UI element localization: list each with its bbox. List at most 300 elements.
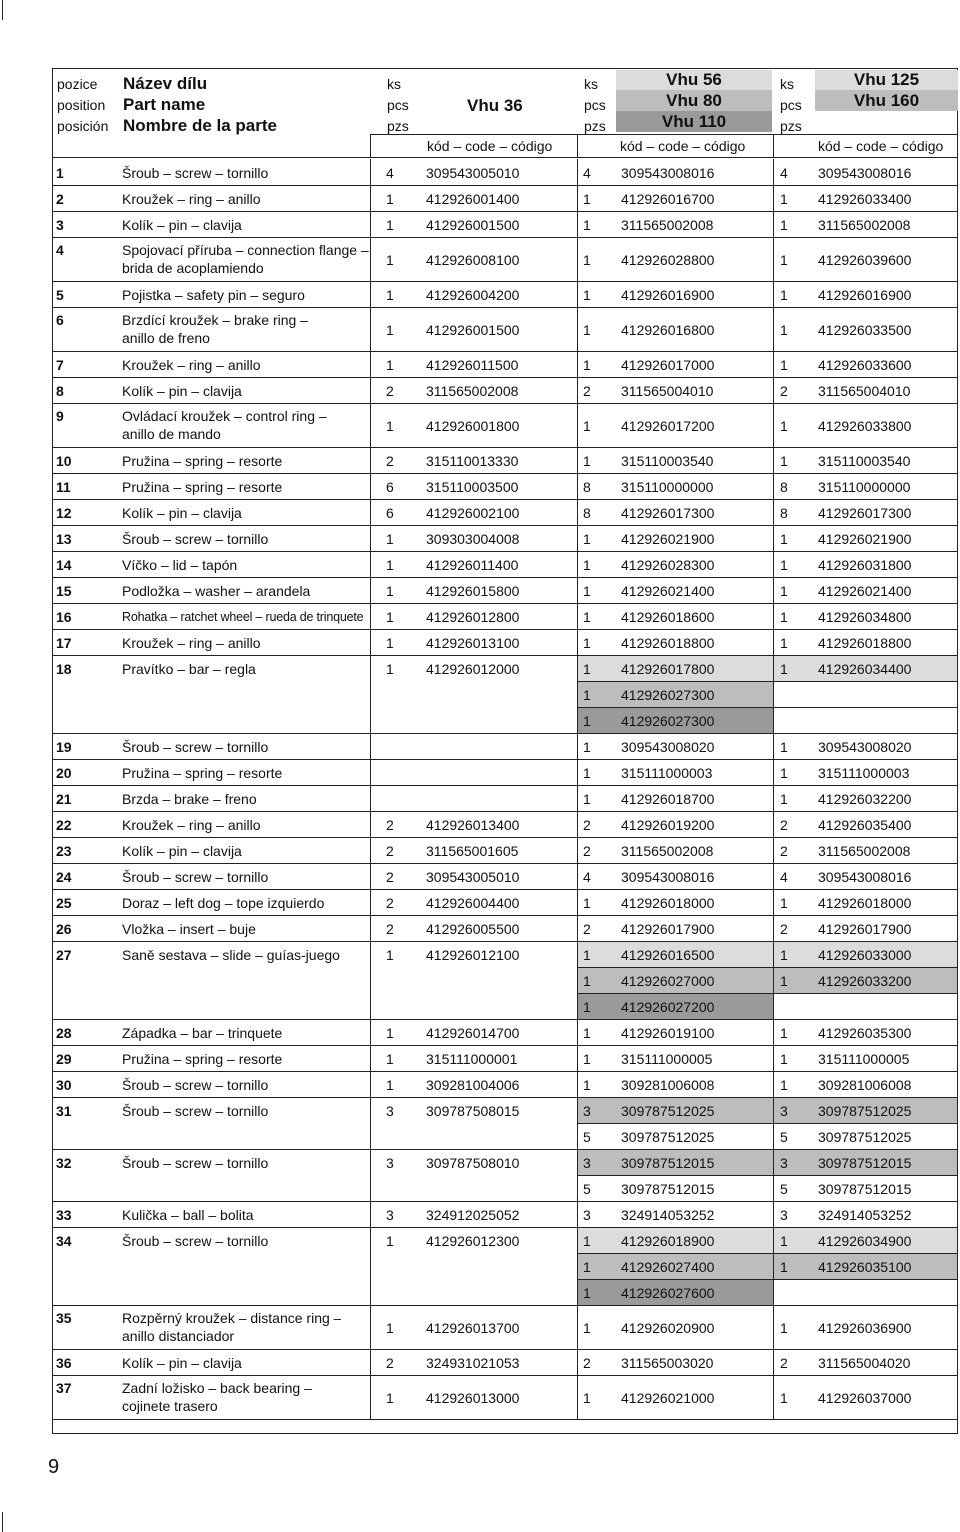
qty-b: 1 <box>583 217 591 233</box>
qty-b: 2 <box>583 921 591 937</box>
code-c: 412926035400 <box>818 817 912 833</box>
column-divider <box>577 1349 578 1376</box>
position-number: 12 <box>56 505 72 521</box>
crop-mark-top <box>2 0 3 20</box>
code-b: 311565003020 <box>621 1355 714 1371</box>
row-rule <box>53 377 957 378</box>
code-a: 315110013330 <box>426 453 519 469</box>
qty-a: 2 <box>386 383 394 399</box>
code-b: 412926018700 <box>621 791 715 807</box>
part-name: Brzdící kroužek – brake ring – <box>122 312 308 328</box>
column-divider <box>370 785 371 812</box>
code-c: 412926033800 <box>818 418 912 434</box>
row-rule <box>53 759 957 760</box>
column-divider <box>773 759 774 786</box>
part-name: Rohatka – ratchet wheel – rueda de trinquete <box>122 610 364 624</box>
code-b: 412926017000 <box>621 357 715 373</box>
code-a: 412926001400 <box>426 191 520 207</box>
column-divider <box>577 237 578 282</box>
qty-a: 2 <box>386 817 394 833</box>
column-divider <box>773 351 774 378</box>
position-number: 8 <box>56 383 64 399</box>
qty-b: 1 <box>583 583 591 599</box>
qty-a: 1 <box>386 357 394 373</box>
code-a: 412926001500 <box>426 322 520 338</box>
row-rule <box>53 1305 957 1306</box>
model-c-line-2: Vhu 160 <box>815 90 958 111</box>
column-divider <box>773 967 774 994</box>
code-c: 412926016900 <box>818 287 912 303</box>
column-divider <box>773 733 774 760</box>
code-b: 412926016800 <box>621 322 715 338</box>
code-b: 412926028300 <box>621 557 715 573</box>
code-b: 412926017800 <box>621 661 715 677</box>
column-divider <box>370 915 371 942</box>
column-divider <box>773 211 774 238</box>
qty-a: 3 <box>386 1103 394 1119</box>
qty-b: 1 <box>583 531 591 547</box>
qty-b: 1 <box>583 191 591 207</box>
qty-b: 1 <box>583 739 591 755</box>
column-divider <box>773 1253 774 1280</box>
column-divider <box>577 837 578 864</box>
code-a: 309787508015 <box>426 1103 520 1119</box>
position-number: 19 <box>56 739 72 755</box>
qty-c: 8 <box>780 479 788 495</box>
column-divider <box>577 403 578 448</box>
code-c: 412926033500 <box>818 322 912 338</box>
column-divider <box>370 733 371 760</box>
code-b: 309543008016 <box>621 869 715 885</box>
row-rule <box>53 785 957 786</box>
column-divider <box>370 1279 371 1306</box>
qty-b: 1 <box>583 357 591 373</box>
qty-a: 1 <box>386 1051 394 1067</box>
position-number: 13 <box>56 531 72 547</box>
position-number: 34 <box>56 1233 72 1249</box>
column-divider <box>577 993 578 1020</box>
code-a: 311565002008 <box>426 383 519 399</box>
position-number: 6 <box>56 312 64 328</box>
position-number: 20 <box>56 765 72 781</box>
column-divider <box>370 993 371 1020</box>
column-divider <box>370 655 371 682</box>
code-a: 412926008100 <box>426 252 520 268</box>
qty-c: 1 <box>780 947 788 963</box>
position-number: 2 <box>56 191 64 207</box>
code-b: 309543008020 <box>621 739 715 755</box>
column-divider <box>370 185 371 212</box>
qty-c: 1 <box>780 973 788 989</box>
row-rule <box>53 473 957 474</box>
position-number: 36 <box>56 1355 72 1371</box>
code-a: 412926015800 <box>426 583 520 599</box>
qty-b: 1 <box>583 791 591 807</box>
column-divider <box>370 811 371 838</box>
column-divider <box>370 281 371 308</box>
column-divider <box>773 447 774 474</box>
qty-c: 4 <box>780 165 788 181</box>
row-rule <box>53 185 957 186</box>
row-rule <box>53 499 957 500</box>
code-label-a: kód – code – código <box>427 138 553 154</box>
qty-b: 1 <box>583 999 591 1015</box>
code-a: 315110003500 <box>426 479 519 495</box>
column-divider <box>773 837 774 864</box>
column-divider <box>577 759 578 786</box>
position-number: 35 <box>56 1310 72 1326</box>
position-number: 32 <box>56 1155 72 1171</box>
code-c: 309543008016 <box>818 165 912 181</box>
code-c: 412926031800 <box>818 557 912 573</box>
qty-b: 1 <box>583 713 591 729</box>
code-a: 412926001500 <box>426 217 520 233</box>
code-c: 309543008020 <box>818 739 912 755</box>
code-a: 315111000001 <box>426 1051 518 1067</box>
header-rule <box>53 157 957 158</box>
part-name: Západka – bar – trinquete <box>122 1025 283 1041</box>
code-b: 315110000000 <box>621 479 714 495</box>
column-divider <box>577 733 578 760</box>
code-b: 412926016900 <box>621 287 715 303</box>
code-divider-a <box>370 134 371 158</box>
qty-a: 2 <box>386 1355 394 1371</box>
row-rule <box>53 307 957 308</box>
position-number: 21 <box>56 791 72 807</box>
code-b: 412926018900 <box>621 1233 715 1249</box>
qty-b: 2 <box>583 843 591 859</box>
code-c: 324914053252 <box>818 1207 912 1223</box>
code-a: 412926005500 <box>426 921 520 937</box>
column-divider <box>773 889 774 916</box>
position-number: 22 <box>56 817 72 833</box>
code-c: 412926021400 <box>818 583 912 599</box>
part-name: Pružina – spring – resorte <box>122 765 283 781</box>
model-c-label <box>815 70 958 112</box>
column-divider <box>773 603 774 630</box>
column-divider <box>773 1175 774 1202</box>
column-divider <box>773 499 774 526</box>
position-number: 14 <box>56 557 72 573</box>
code-label-c: kód – code – código <box>818 138 944 154</box>
qty-b: 1 <box>583 322 591 338</box>
part-name: Kroužek – ring – anillo <box>122 191 261 207</box>
column-divider <box>577 211 578 238</box>
row-rule <box>53 1419 957 1420</box>
row-rule <box>53 577 957 578</box>
qty-b: 4 <box>583 869 591 885</box>
qty-a: 2 <box>386 895 394 911</box>
column-divider <box>577 499 578 526</box>
position-number: 3 <box>56 217 64 233</box>
row-rule <box>53 403 957 404</box>
qty-a: 3 <box>386 1207 394 1223</box>
position-number: 37 <box>56 1380 72 1396</box>
code-a: 412926002100 <box>426 505 520 521</box>
row-rule <box>53 915 957 916</box>
column-divider <box>370 577 371 604</box>
column-divider <box>577 307 578 352</box>
model-a-label: Vhu 36 <box>467 96 523 115</box>
position-number: 28 <box>56 1025 72 1041</box>
column-divider <box>370 1175 371 1202</box>
qty-a: 4 <box>386 165 394 181</box>
column-divider <box>773 159 774 186</box>
column-divider <box>773 915 774 942</box>
code-a: 412926004400 <box>426 895 520 911</box>
column-divider <box>773 1201 774 1228</box>
column-divider <box>370 889 371 916</box>
part-name: Šroub – screw – tornillo <box>122 1155 269 1171</box>
part-name: Kolík – pin – clavija <box>122 1355 242 1371</box>
qty-b: 2 <box>583 1355 591 1371</box>
code-c: 412926033400 <box>818 191 912 207</box>
qty-b: 8 <box>583 505 591 521</box>
position-number: 29 <box>56 1051 72 1067</box>
column-divider <box>773 403 774 448</box>
column-divider <box>577 281 578 308</box>
column-divider <box>577 473 578 500</box>
code-b: 309787512025 <box>621 1103 715 1119</box>
qty-b: 5 <box>583 1129 591 1145</box>
qty-b: 4 <box>583 165 591 181</box>
column-divider <box>577 941 578 968</box>
part-name: Kulička – ball – bolita <box>122 1207 254 1223</box>
column-divider <box>773 785 774 812</box>
part-name: Doraz – left dog – tope izquierdo <box>122 895 325 911</box>
column-divider <box>773 707 774 734</box>
column-divider <box>577 811 578 838</box>
code-c: 311565002008 <box>818 843 911 859</box>
qty-a: 2 <box>386 869 394 885</box>
code-a: 412926004200 <box>426 287 520 303</box>
part-name-label: Název dílu Part name Nombre de la parte <box>123 74 277 135</box>
column-divider <box>577 629 578 656</box>
column-divider <box>370 603 371 630</box>
column-divider <box>773 863 774 890</box>
column-divider <box>370 1123 371 1150</box>
code-a: 309543005010 <box>426 165 520 181</box>
part-name: Pravítko – bar – regla <box>122 661 256 677</box>
qty-b: 1 <box>583 453 591 469</box>
qty-c: 2 <box>780 817 788 833</box>
part-name: Kroužek – ring – anillo <box>122 635 261 651</box>
row-rule <box>53 629 957 630</box>
code-c: 315111000003 <box>818 765 910 781</box>
part-name: Pružina – spring – resorte <box>122 479 283 495</box>
code-c: 309543008016 <box>818 869 912 885</box>
part-name: Šroub – screw – tornillo <box>122 869 269 885</box>
qty-b: 2 <box>583 383 591 399</box>
position-number: 1 <box>56 165 64 181</box>
position-number: 23 <box>56 843 72 859</box>
code-a: 309543005010 <box>426 869 520 885</box>
code-c: 311565004020 <box>818 1355 911 1371</box>
part-name-line-2: anillo de mando <box>122 426 221 442</box>
qty-c: 1 <box>780 1320 788 1336</box>
code-b: 412926027000 <box>621 973 715 989</box>
qty-b: 1 <box>583 287 591 303</box>
qty-b: 1 <box>583 1285 591 1301</box>
row-rule <box>53 525 957 526</box>
column-divider <box>577 785 578 812</box>
code-b: 412926017200 <box>621 418 715 434</box>
qty-c: 1 <box>780 252 788 268</box>
column-divider <box>577 1279 578 1306</box>
qty-b: 5 <box>583 1181 591 1197</box>
code-b: 309787512025 <box>621 1129 715 1145</box>
column-divider <box>370 759 371 786</box>
part-name: Ovládací kroužek – control ring – <box>122 408 327 424</box>
qty-c: 2 <box>780 1355 788 1371</box>
qty-b: 8 <box>583 479 591 495</box>
column-divider <box>370 1201 371 1228</box>
qty-c: 1 <box>780 1233 788 1249</box>
column-divider <box>370 1375 371 1420</box>
code-c: 309787512025 <box>818 1103 912 1119</box>
column-divider <box>577 1149 578 1176</box>
code-b: 412926021900 <box>621 531 715 547</box>
qty-a: 1 <box>386 947 394 963</box>
code-a: 412926011400 <box>426 557 519 573</box>
qty-a: 1 <box>386 287 394 303</box>
position-number: 25 <box>56 895 72 911</box>
row-rule <box>53 1045 957 1046</box>
row-rule <box>53 351 957 352</box>
qty-c: 1 <box>780 287 788 303</box>
position-number: 17 <box>56 635 72 651</box>
column-divider <box>577 915 578 942</box>
qty-b: 1 <box>583 973 591 989</box>
column-divider <box>370 1349 371 1376</box>
column-divider <box>773 1227 774 1254</box>
code-divider-b <box>577 134 578 158</box>
part-name: Pružina – spring – resorte <box>122 1051 283 1067</box>
position-label: pozice position posición <box>57 76 109 134</box>
row-rule <box>53 733 957 734</box>
qty-b: 3 <box>583 1103 591 1119</box>
column-divider <box>773 551 774 578</box>
model-b-line-2: Vhu 80 <box>616 90 772 111</box>
qty-b: 3 <box>583 1207 591 1223</box>
code-a: 412926012100 <box>426 947 520 963</box>
code-c: 315111000005 <box>818 1051 910 1067</box>
part-name: Zadní ložisko – back bearing – <box>122 1380 312 1396</box>
column-divider <box>577 707 578 734</box>
column-divider <box>577 1253 578 1280</box>
code-c: 315110000000 <box>818 479 911 495</box>
qty-c: 1 <box>780 557 788 573</box>
column-divider <box>577 525 578 552</box>
column-divider <box>773 681 774 708</box>
code-a: 412926012000 <box>426 661 520 677</box>
qty-a: 1 <box>386 583 394 599</box>
column-divider <box>773 1045 774 1072</box>
qty-label-c: ks pcs pzs <box>780 76 802 134</box>
column-divider <box>577 1201 578 1228</box>
column-divider <box>370 681 371 708</box>
column-divider <box>773 993 774 1020</box>
code-b: 412926021000 <box>621 1390 715 1406</box>
column-divider <box>370 1019 371 1046</box>
qty-b: 1 <box>583 252 591 268</box>
code-c: 412926017900 <box>818 921 912 937</box>
model-b-line-1: Vhu 56 <box>616 70 772 90</box>
qty-c: 2 <box>780 921 788 937</box>
model-b-label <box>616 70 772 132</box>
part-name: Šroub – screw – tornillo <box>122 1233 269 1249</box>
column-divider <box>577 351 578 378</box>
position-number: 5 <box>56 287 64 303</box>
code-c: 412926034400 <box>818 661 912 677</box>
column-divider <box>370 863 371 890</box>
qty-c: 3 <box>780 1207 788 1223</box>
code-a: 324931021053 <box>426 1355 520 1371</box>
code-c: 412926034900 <box>818 1233 912 1249</box>
column-divider <box>577 1175 578 1202</box>
row-rule <box>53 837 957 838</box>
row-rule <box>53 889 957 890</box>
qty-c: 1 <box>780 1390 788 1406</box>
model-c-line-1: Vhu 125 <box>815 70 958 90</box>
qty-b: 1 <box>583 1051 591 1067</box>
qty-b: 2 <box>583 817 591 833</box>
column-divider <box>577 447 578 474</box>
part-name: Šroub – screw – tornillo <box>122 531 269 547</box>
qty-a: 1 <box>386 1233 394 1249</box>
column-divider <box>773 281 774 308</box>
code-b: 412926019100 <box>621 1025 715 1041</box>
row-rule <box>53 863 957 864</box>
code-c: 311565002008 <box>818 217 911 233</box>
column-divider <box>773 1019 774 1046</box>
qty-a: 1 <box>386 609 394 625</box>
part-name-line-2: anillo distanciador <box>122 1328 235 1344</box>
part-name-line-2: cojinete trasero <box>122 1398 218 1414</box>
row-rule <box>577 1175 957 1176</box>
part-name: Saně sestava – slide – guías-juego <box>122 947 340 963</box>
column-divider <box>370 1149 371 1176</box>
position-number: 18 <box>56 661 72 677</box>
qty-c: 1 <box>780 1259 788 1275</box>
code-b: 412926017300 <box>621 505 715 521</box>
column-divider <box>773 1097 774 1124</box>
code-a: 311565001605 <box>426 843 519 859</box>
column-divider <box>577 1305 578 1350</box>
column-divider <box>370 941 371 968</box>
column-divider <box>370 551 371 578</box>
code-label-b: kód – code – código <box>620 138 746 154</box>
column-divider <box>370 159 371 186</box>
part-name: Šroub – screw – tornillo <box>122 1077 269 1093</box>
column-divider <box>773 1305 774 1350</box>
position-number: 33 <box>56 1207 72 1223</box>
qty-c: 1 <box>780 1051 788 1067</box>
column-divider <box>370 377 371 404</box>
code-c: 412926021900 <box>818 531 912 547</box>
part-name: Kroužek – ring – anillo <box>122 357 261 373</box>
qty-b: 1 <box>583 609 591 625</box>
code-c: 311565004010 <box>818 383 911 399</box>
qty-c: 1 <box>780 765 788 781</box>
position-number: 24 <box>56 869 72 885</box>
code-a: 412926014700 <box>426 1025 520 1041</box>
column-divider <box>773 655 774 682</box>
column-divider <box>773 577 774 604</box>
row-rule <box>53 1349 957 1350</box>
code-c: 309787512025 <box>818 1129 912 1145</box>
column-divider <box>370 1253 371 1280</box>
